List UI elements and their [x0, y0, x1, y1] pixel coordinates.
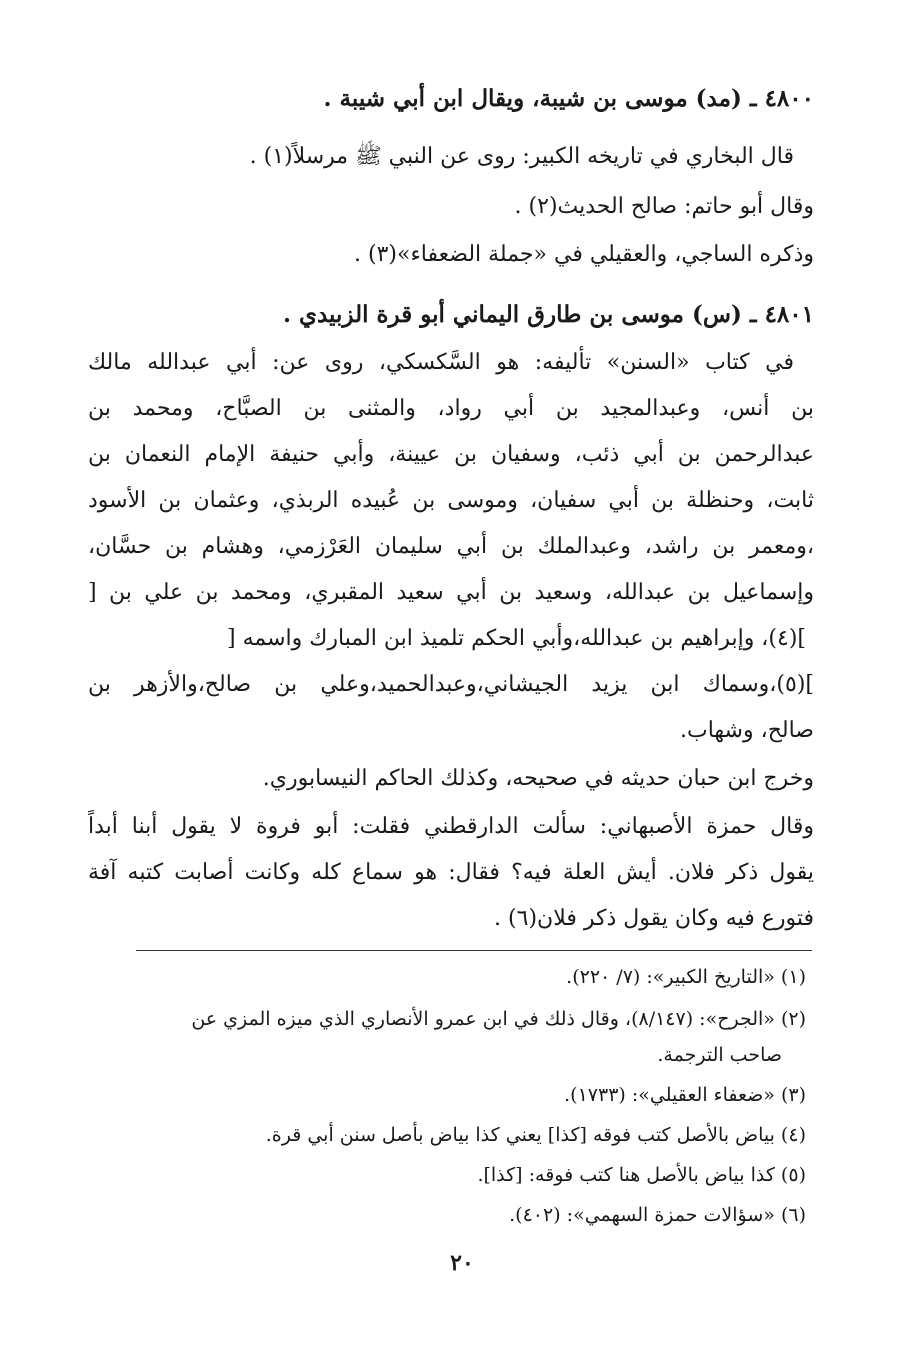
entry-4801-p1-line-6: وإسماعيل بن عبدالله، وسعيد بن أبي سعيد المقبري، ومحمد بن علي بن [ [88, 580, 814, 605]
entry-4801-p1-line-2: بن أنس، وعبدالمجيد بن أبي رواد، والمثنى بن الصبَّاح، ومحمد بن [88, 396, 814, 421]
footnote-3: (٣) «ضعفاء العقيلي»: (١٧٣٣). [564, 1084, 806, 1106]
footnote-6: (٦) «سؤالات حمزة السهمي»: (٤٠٢). [509, 1204, 806, 1226]
footnote-1: (١) «التاريخ الكبير»: (٧/ ٢٢٠). [566, 966, 806, 988]
entry-4800-line-2: وقال أبو حاتم: صالح الحديث(٢) . [514, 194, 814, 219]
entry-4801-p2: وخرج ابن حبان حديثه في صحيحه، وكذلك الحاكم النيسابوري. [262, 766, 814, 791]
page-number: ٢٠ [450, 1250, 474, 1276]
entry-4801-p3-line-2: يقول ذكر فلان. أيش العلة فيه؟ فقال: هو سماع كله وكانت أصابت كتبه آفة [88, 860, 814, 885]
footnote-2-continuation: صاحب الترجمة. [657, 1044, 782, 1066]
entry-4801-p3-line-3: فتورع فيه وكان يقول ذكر فلان(٦) . [494, 906, 814, 931]
entry-4800-heading: ٤٨٠٠ ـ (مد) موسى بن شيبة، ويقال ابن أبي شيبة . [323, 85, 814, 112]
entry-4800-line-3: وذكره الساجي، والعقيلي في «جملة الضعفاء»(٣) . [354, 242, 814, 267]
entry-4801-p1-line-8: ](٥)،وسماك ابن يزيد الجيشاني،وعبدالحميد،وعلي بن صالح،والأزهر بن [88, 672, 814, 697]
footnote-5: (٥) كذا بياض بالأصل هنا كتب فوقه: [كذا]. [477, 1164, 806, 1186]
entry-4801-p1-line-9: صالح، وشهاب. [680, 718, 814, 743]
entry-4801-p1-line-3: عبدالرحمن بن أبي ذئب، وسفيان بن عيينة، وأبي حنيفة الإمام النعمان بن [88, 442, 814, 467]
footnote-2: (٢) «الجرح»: (٨/١٤٧)، وقال ذلك في ابن عمرو الأنصاري الذي ميزه المزي عن [191, 1008, 806, 1030]
entry-4800-line-1: قال البخاري في تاريخه الكبير: روى عن النبي ﷺ مرسلاً(١) . [249, 144, 794, 169]
entry-4801-p1-line-4: ثابت، وحنظلة بن أبي سفيان، وموسى بن عُبيده الربذي، وعثمان بن الأسود [88, 488, 814, 513]
entry-4801-heading: ٤٨٠١ ـ (س) موسى بن طارق اليماني أبو قرة الزبيدي . [282, 301, 814, 328]
footnote-separator [136, 950, 812, 951]
entry-4801-p1-line-7: ](٤)، وإبراهيم بن عبدالله،وأبي الحكم تلميذ ابن المبارك واسمه [ [227, 626, 806, 651]
footnote-4: (٤) بياض بالأصل كتب فوقه [كذا] يعني كذا بياض بأصل سنن أبي قرة. [265, 1124, 806, 1146]
entry-4801-p1-line-5: ،ومعمر بن راشد، وعبدالملك بن أبي سليمان العَرْزمي، وهشام بن حسَّان، [88, 534, 814, 559]
entry-4801-p3-line-1: وقال حمزة الأصبهاني: سألت الدارقطني فقلت: أبو فروة لا يقول أبنا أبداً [88, 814, 814, 839]
entry-4801-p1-line-1: في كتاب «السنن» تأليفه: هو السَّكسكي، روى عن: أبي عبدالله مالك [88, 350, 794, 375]
